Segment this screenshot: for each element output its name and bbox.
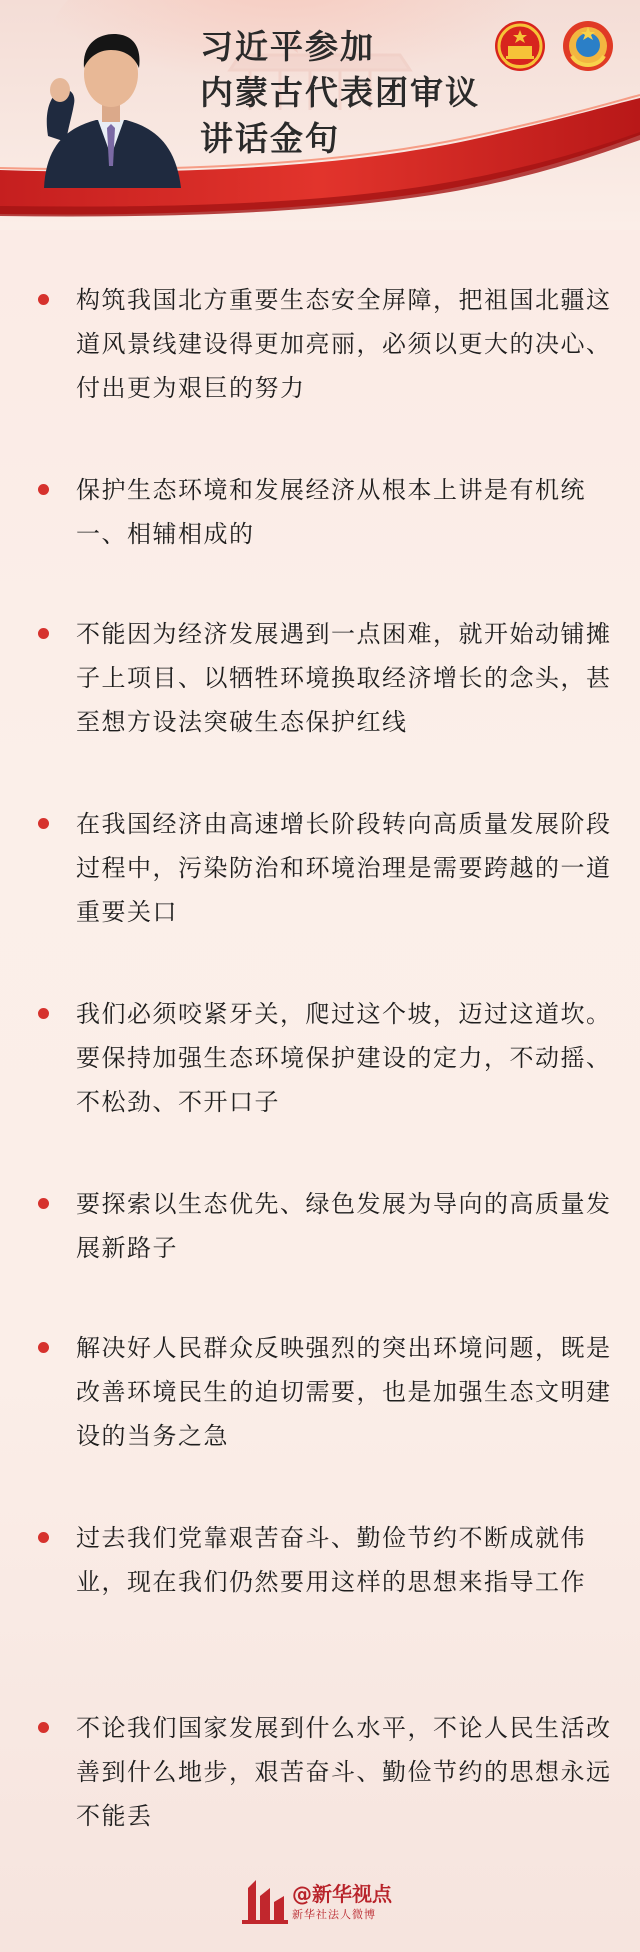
bullet-dot [38, 1532, 49, 1543]
bullet-dot [38, 294, 49, 305]
bullet-dot [38, 1342, 49, 1353]
quote-text: 构筑我国北方重要生态安全屏障，把祖国北疆这道风景线建设得更加亮丽，必须以更大的决心、付出更为艰巨的努力 [76, 286, 612, 402]
quote-text: 解决好人民群众反映强烈的突出环境问题，既是改善环境民生的迫切需要，也是加强生态文明建设的当务之急 [76, 1334, 612, 1450]
speaker-portrait [36, 16, 186, 188]
footer-brand: @新华视点 [292, 1882, 392, 1906]
bullet-dot [38, 1722, 49, 1733]
quote-text: 不能因为经济发展遇到一点困难，就开始动铺摊子上项目、以牺牲环境换取经济增长的念头，甚至想方设法突破生态保护红线 [76, 620, 612, 736]
bullet-dot [38, 484, 49, 495]
bullet-dot [38, 1198, 49, 1209]
page-title [200, 24, 480, 162]
quote-text: 过去我们党靠艰苦奋斗、勤俭节约不断成就伟业，现在我们仍然要用这样的思想来指导工作 [76, 1524, 586, 1596]
quote-text: 在我国经济由高速增长阶段转向高质量发展阶段过程中，污染防治和环境治理是需要跨越的一道重要关口 [76, 810, 612, 926]
quote-text: 保护生态环境和发展经济从根本上讲是有机统一、相辅相成的 [76, 476, 586, 548]
xinhua-logo-icon [240, 1874, 288, 1926]
title-line-3: 讲话金句 [200, 119, 340, 158]
quote-text: 我们必须咬紧牙关，爬过这个坡，迈过这道坎。要保持加强生态环境保护建设的定力，不动摇、不松劲、不开口子 [76, 1000, 612, 1116]
quote-text: 不论我们国家发展到什么水平，不论人民生活改善到什么地步，艰苦奋斗、勤俭节约的思想永远不能丢 [76, 1714, 612, 1830]
bullet-dot [38, 1008, 49, 1019]
footer-subtitle: 新华社法人微博 [292, 1908, 376, 1921]
cppcc-emblem-icon [560, 18, 616, 74]
quote-text: 要探索以生态优先、绿色发展为导向的高质量发展新路子 [76, 1190, 612, 1262]
bullet-dot [38, 818, 49, 829]
title-line-1: 习近平参加 [200, 27, 375, 66]
bullet-dot [38, 628, 49, 639]
footer-watermark [240, 1872, 440, 1934]
national-emblem-icon [492, 18, 548, 74]
title-line-2: 内蒙古代表团审议 [200, 73, 480, 112]
header-banner [0, 0, 640, 230]
